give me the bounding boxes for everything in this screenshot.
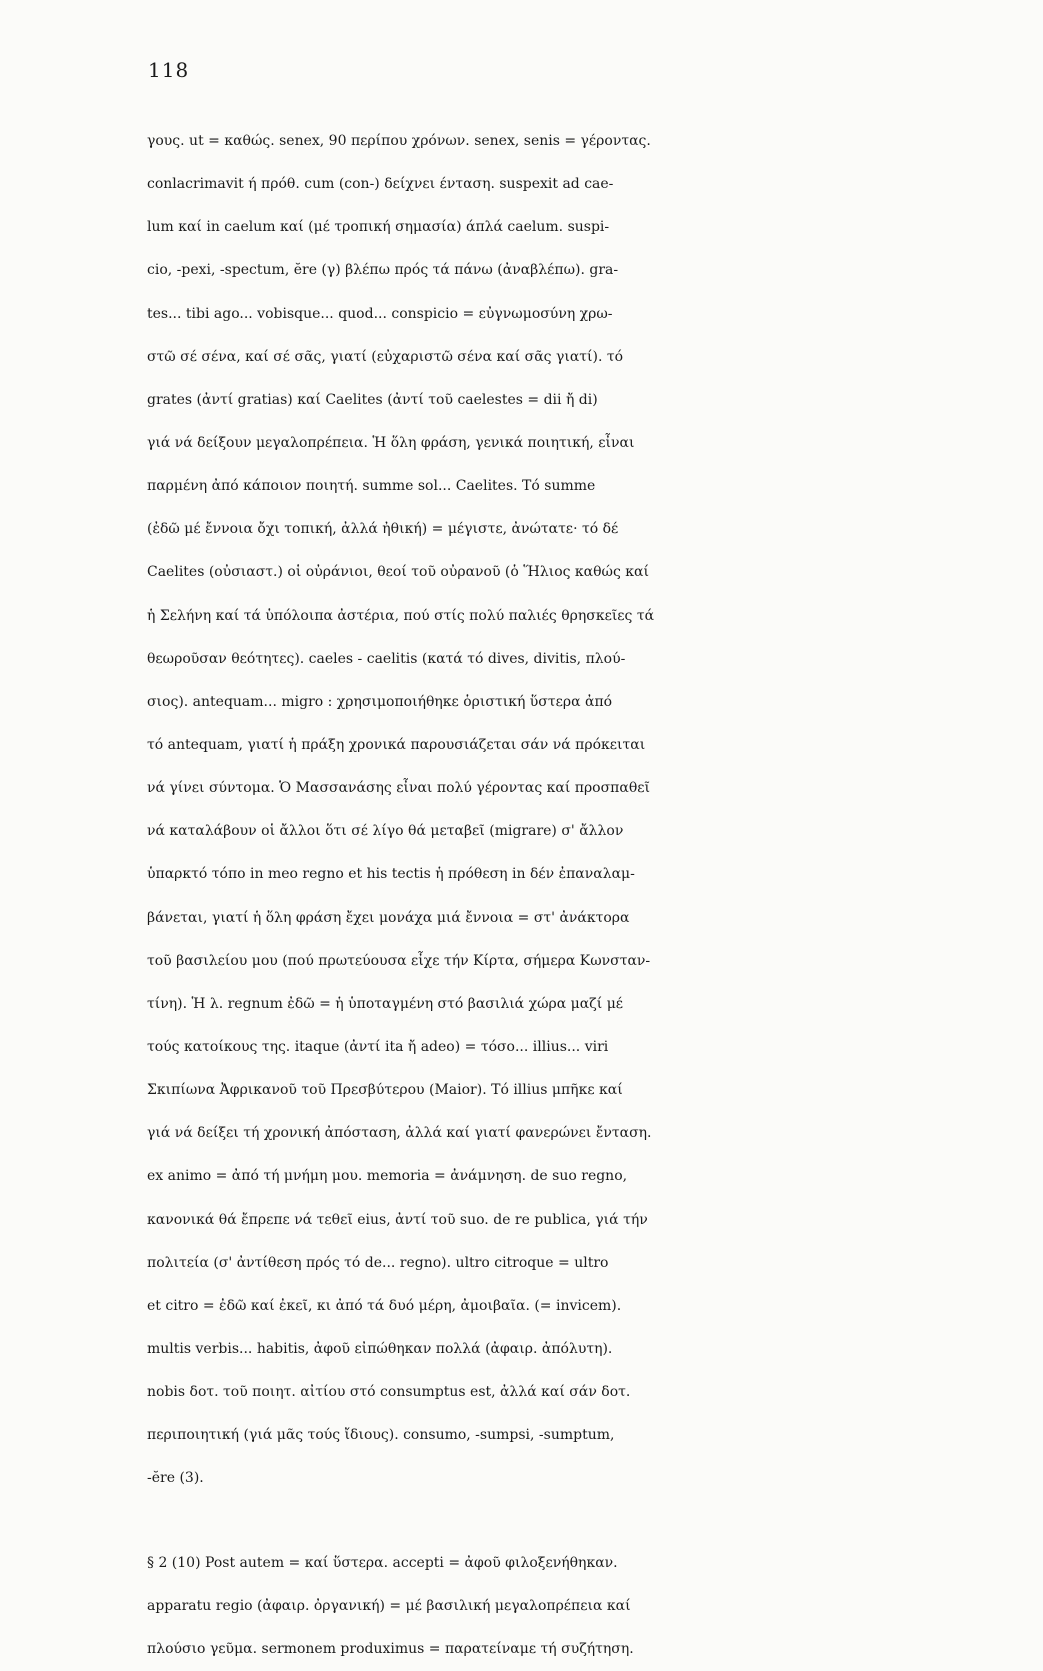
text-line: τούς κατοίκους της. itaque (ἀντί ita ἤ adeo) = τόσο... illius... viri (147, 1038, 609, 1055)
text-line: πλούσιο γεῦμα. sermonem produximus = παρατείναμε τή συζήτηση. (147, 1640, 634, 1657)
text-line: θεωροῦσαν θεότητες). caeles - caelitis (κατά τό dives, divitis, πλού- (147, 650, 626, 667)
text-line: nobis δοτ. τοῦ ποιητ. αἰτίου στό consumptus est, ἀλλά καί σάν δοτ. (147, 1384, 631, 1401)
text-line: grates (ἀντί gratias) καί Caelites (ἀντί τοῦ caelestes = dii ἤ di) (147, 391, 598, 408)
text-line: Caelites (οὐσιαστ.) οἱ οὐράνιοι, θεοί τοῦ οὐρανοῦ (ὁ Ἥλιος καθώς καί (147, 564, 649, 581)
text-line: -ĕre (3). (147, 1470, 204, 1487)
text-line: cio, -pexi, -spectum, ĕre (γ) βλέπω πρός τά πάνω (ἀναβλέπω). gra- (147, 262, 619, 279)
commentary-text (147, 120, 1027, 1671)
section-paragraph (147, 1542, 1027, 1671)
text-line: § 2 (10) Post autem = καί ὕστερα. accepti = ἀφοῦ φιλοξενήθηκαν. (147, 1554, 618, 1571)
text-line: κανονικά θά ἔπρεπε νά τεθεῖ eius, ἀντί τοῦ suo. de re publica, γιά τήν (147, 1211, 648, 1228)
text-line: γιά νά δείξει τή χρονική ἀπόσταση, ἀλλά καί γιατί φανερώνει ἔνταση. (147, 1125, 652, 1142)
text-line: lum καί in caelum καί (μέ τροπική σημασία) άπλά caelum. suspi- (147, 219, 610, 236)
text-line: στῶ σέ σένα, καί σέ σᾶς, γιατί (εὐχαριστῶ σένα καί σᾶς γιατί). τό (147, 348, 624, 365)
text-line: conlacrimavit ή πρόθ. cum (con-) δείχνει ένταση. suspexit ad cae- (147, 176, 614, 193)
text-line: τίνη). Ἡ λ. regnum ἐδῶ = ἡ ὑποταγμένη στό βασιλιά χώρα μαζί μέ (147, 995, 624, 1012)
text-line: νά καταλάβουν οἱ ἄλλοι ὅτι σέ λίγο θά μεταβεῖ (migrare) σ' ἄλλον (147, 823, 624, 840)
text-line: τοῦ βασιλείου μου (πού πρωτεύουσα εἶχε τήν Κίρτα, σήμερα Κωνσταν- (147, 952, 651, 969)
page-number: 118 (148, 58, 190, 82)
text-line: βάνεται, γιατί ἡ ὅλη φράση ἔχει μονάχα μιά ἔννοια = στ' ἀνάκτορα (147, 909, 630, 926)
text-line: περιποιητική (γιά μᾶς τούς ἴδιους). consumo, -sumpsi, -sumptum, (147, 1427, 615, 1444)
text-line: apparatu regio (ἀφαιρ. ὀργανική) = μέ βασιλική μεγαλοπρέπεια καί (147, 1597, 631, 1614)
text-line: γους. ut = καθώς. senex, 90 περίπου χρόνων. senex, senis = γέροντας. (147, 133, 651, 149)
text-line: ἡ Σελήνη καί τά ὑπόλοιπα ἀστέρια, πού στίς πολύ παλιές θρησκεῖες τά (147, 607, 655, 624)
commentary-paragraph (147, 120, 1027, 1501)
text-line: γιά νά δείξουν μεγαλοπρέπεια. Ἡ ὅλη φράση, γενικά ποιητική, εἶναι (147, 434, 635, 451)
text-line: ex animo = ἀπό τή μνήμη μου. memoria = ἀνάμνηση. de suo regno, (147, 1168, 628, 1185)
text-line: νά γίνει σύντομα. Ὁ Μασσανάσης εἶναι πολύ γέροντας καί προσπαθεῖ (147, 780, 650, 797)
text-line: Σκιπίωνα Ἀφρικανοῦ τοῦ Πρεσβύτερου (Maior). Τό illius μπῆκε καί (147, 1082, 623, 1099)
text-line: παρμένη ἀπό κάποιον ποιητή. summe sol... Caelites. Τό summe (147, 478, 596, 495)
text-line: τό antequam, γιατί ἡ πράξη χρονικά παρουσιάζεται σάν νά πρόκειται (147, 736, 646, 753)
text-line: πολιτεία (σ' ἀντίθεση πρός τό de... regno). ultro citroque = ultro (147, 1254, 609, 1271)
text-line: tes... tibi ago... vobisque... quod... conspicio = εὐγνωμοσύνη χρω- (147, 305, 613, 322)
text-line: σιος). antequam... migro : χρησιμοποιήθηκε ὁριστική ὕστερα ἀπό (147, 693, 613, 710)
text-line: multis verbis... habitis, ἀφοῦ εἰπώθηκαν πολλά (ἀφαιρ. ἀπόλυτη). (147, 1340, 613, 1357)
text-line: (ἐδῶ μέ ἔννοια ὄχι τοπική, ἀλλά ἠθική) = μέγιστε, ἀνώτατε· τό δέ (147, 521, 619, 538)
section-gap (147, 1501, 1027, 1542)
text-line: et citro = ἐδῶ καί ἐκεῖ, κι ἀπό τά δυό μέρη, ἀμοιβαῖα. (= invicem). (147, 1297, 622, 1314)
text-line: ὑπαρκτό τόπο in meo regno et his tectis ἡ πρόθεση in δέν ἐπαναλαμ- (147, 866, 635, 883)
